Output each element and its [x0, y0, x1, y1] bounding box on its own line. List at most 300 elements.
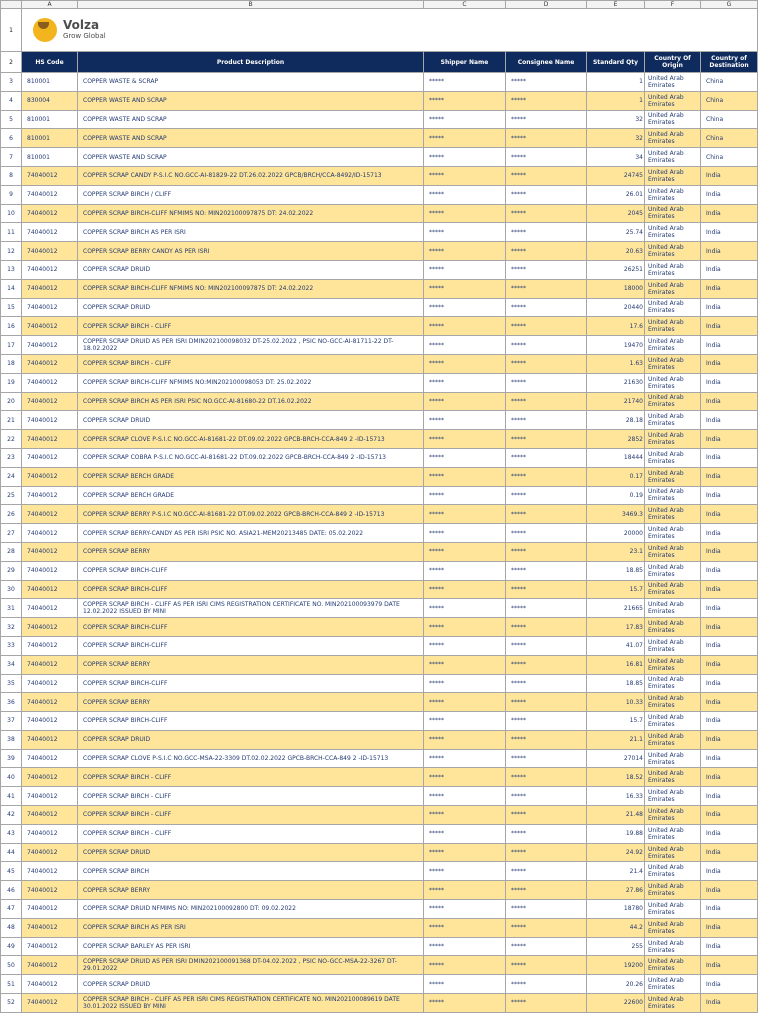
shipper-name-cell[interactable]: *****	[424, 129, 506, 148]
hs-code-cell[interactable]: 74040012	[22, 336, 78, 355]
country-of-destination-cell[interactable]: India	[701, 806, 758, 825]
hs-code-cell[interactable]: 74040012	[22, 900, 78, 919]
consignee-name-cell[interactable]: *****	[506, 824, 587, 843]
shipper-name-cell[interactable]: *****	[424, 185, 506, 204]
country-of-destination-cell[interactable]: India	[701, 411, 758, 430]
row-number[interactable]: 11	[1, 223, 22, 242]
description-cell[interactable]: COPPER SCRAP BERRY-CANDY AS PER ISRI PSIC NO. ASIA21-MEM20213485 DATE: 05.02.2022	[78, 524, 424, 543]
row-number[interactable]: 37	[1, 712, 22, 731]
consignee-name-cell[interactable]: *****	[506, 542, 587, 561]
header-country-of-destination[interactable]: Country of Destination	[701, 52, 758, 73]
standard-qty-cell[interactable]: 18.85	[587, 674, 645, 693]
shipper-name-cell[interactable]: *****	[424, 298, 506, 317]
country-of-destination-cell[interactable]: India	[701, 636, 758, 655]
consignee-name-cell[interactable]: *****	[506, 599, 587, 618]
standard-qty-cell[interactable]: 18.85	[587, 561, 645, 580]
consignee-name-cell[interactable]: *****	[506, 467, 587, 486]
hs-code-cell[interactable]: 74040012	[22, 994, 78, 1013]
standard-qty-cell[interactable]: 24.92	[587, 843, 645, 862]
header-consignee-name[interactable]: Consignee Name	[506, 52, 587, 73]
description-cell[interactable]: COPPER SCRAP BERRY	[78, 542, 424, 561]
consignee-name-cell[interactable]: *****	[506, 148, 587, 167]
description-cell[interactable]: COPPER SCRAP BERRY CANDY AS PER ISRI	[78, 242, 424, 261]
country-of-destination-cell[interactable]: India	[701, 505, 758, 524]
column-letter-d[interactable]: D	[506, 1, 587, 9]
consignee-name-cell[interactable]: *****	[506, 411, 587, 430]
country-of-destination-cell[interactable]: India	[701, 279, 758, 298]
shipper-name-cell[interactable]: *****	[424, 900, 506, 919]
shipper-name-cell[interactable]: *****	[424, 580, 506, 599]
country-of-destination-cell[interactable]: India	[701, 881, 758, 900]
consignee-name-cell[interactable]: *****	[506, 881, 587, 900]
country-of-origin-cell[interactable]: United Arab Emirates	[645, 185, 701, 204]
consignee-name-cell[interactable]: *****	[506, 354, 587, 373]
row-number[interactable]: 12	[1, 242, 22, 261]
country-of-destination-cell[interactable]: India	[701, 712, 758, 731]
country-of-destination-cell[interactable]: India	[701, 448, 758, 467]
consignee-name-cell[interactable]: *****	[506, 430, 587, 449]
country-of-origin-cell[interactable]: United Arab Emirates	[645, 373, 701, 392]
consignee-name-cell[interactable]: *****	[506, 937, 587, 956]
description-cell[interactable]: COPPER WASTE AND SCRAP	[78, 91, 424, 110]
consignee-name-cell[interactable]: *****	[506, 712, 587, 731]
standard-qty-cell[interactable]: 0.17	[587, 467, 645, 486]
country-of-destination-cell[interactable]: India	[701, 392, 758, 411]
hs-code-cell[interactable]: 74040012	[22, 918, 78, 937]
description-cell[interactable]: COPPER SCRAP BIRCH-CLIFF NFMIMS NO: MIN202100097875 DT: 24.02.2022	[78, 204, 424, 223]
country-of-destination-cell[interactable]: India	[701, 618, 758, 637]
standard-qty-cell[interactable]: 18444	[587, 448, 645, 467]
description-cell[interactable]: COPPER SCRAP BIRCH AS PER ISRI	[78, 223, 424, 242]
hs-code-cell[interactable]: 74040012	[22, 185, 78, 204]
country-of-destination-cell[interactable]: India	[701, 298, 758, 317]
standard-qty-cell[interactable]: 0.19	[587, 486, 645, 505]
country-of-origin-cell[interactable]: United Arab Emirates	[645, 693, 701, 712]
shipper-name-cell[interactable]: *****	[424, 279, 506, 298]
consignee-name-cell[interactable]: *****	[506, 975, 587, 994]
row-number[interactable]: 30	[1, 580, 22, 599]
column-letter-a[interactable]: A	[22, 1, 78, 9]
standard-qty-cell[interactable]: 20440	[587, 298, 645, 317]
country-of-destination-cell[interactable]: India	[701, 336, 758, 355]
description-cell[interactable]: COPPER SCRAP BIRCH-CLIFF	[78, 561, 424, 580]
row-number[interactable]: 36	[1, 693, 22, 712]
shipper-name-cell[interactable]: *****	[424, 994, 506, 1013]
description-cell[interactable]: COPPER SCRAP BIRCH-CLIFF	[78, 712, 424, 731]
hs-code-cell[interactable]: 74040012	[22, 580, 78, 599]
row-number[interactable]: 44	[1, 843, 22, 862]
row-number[interactable]: 21	[1, 411, 22, 430]
description-cell[interactable]: COPPER SCRAP BIRCH AS PER ISRI	[78, 918, 424, 937]
standard-qty-cell[interactable]: 18.52	[587, 768, 645, 787]
shipper-name-cell[interactable]: *****	[424, 354, 506, 373]
country-of-destination-cell[interactable]: India	[701, 749, 758, 768]
country-of-destination-cell[interactable]: India	[701, 787, 758, 806]
country-of-destination-cell[interactable]: India	[701, 561, 758, 580]
description-cell[interactable]: COPPER SCRAP DRUID	[78, 730, 424, 749]
description-cell[interactable]: COPPER SCRAP BIRCH - CLIFF	[78, 787, 424, 806]
row-number[interactable]: 31	[1, 599, 22, 618]
consignee-name-cell[interactable]: *****	[506, 91, 587, 110]
description-cell[interactable]: COPPER SCRAP BERRY	[78, 655, 424, 674]
row-number[interactable]: 49	[1, 937, 22, 956]
country-of-origin-cell[interactable]: United Arab Emirates	[645, 712, 701, 731]
description-cell[interactable]: COPPER SCRAP BIRCH-CLIFF	[78, 580, 424, 599]
hs-code-cell[interactable]: 74040012	[22, 354, 78, 373]
consignee-name-cell[interactable]: *****	[506, 561, 587, 580]
country-of-origin-cell[interactable]: United Arab Emirates	[645, 862, 701, 881]
consignee-name-cell[interactable]: *****	[506, 486, 587, 505]
description-cell[interactable]: COPPER SCRAP COBRA P-S.I.C NO.GCC-AI-81681-22 DT.09.02.2022 GPCB-BRCH-CCA-849 2 -ID-15713	[78, 448, 424, 467]
header-hs-code[interactable]: HS Code	[22, 52, 78, 73]
row-number[interactable]: 23	[1, 448, 22, 467]
standard-qty-cell[interactable]: 21.48	[587, 806, 645, 825]
description-cell[interactable]: COPPER SCRAP DRUID	[78, 260, 424, 279]
country-of-origin-cell[interactable]: United Arab Emirates	[645, 843, 701, 862]
row-number[interactable]: 16	[1, 317, 22, 336]
country-of-destination-cell[interactable]: India	[701, 430, 758, 449]
standard-qty-cell[interactable]: 32	[587, 129, 645, 148]
hs-code-cell[interactable]: 74040012	[22, 561, 78, 580]
standard-qty-cell[interactable]: 27014	[587, 749, 645, 768]
hs-code-cell[interactable]: 74040012	[22, 242, 78, 261]
hs-code-cell[interactable]: 74040012	[22, 787, 78, 806]
description-cell[interactable]: COPPER SCRAP BARLEY AS PER ISRI	[78, 937, 424, 956]
country-of-destination-cell[interactable]: India	[701, 354, 758, 373]
consignee-name-cell[interactable]: *****	[506, 524, 587, 543]
country-of-origin-cell[interactable]: United Arab Emirates	[645, 542, 701, 561]
hs-code-cell[interactable]: 810001	[22, 73, 78, 92]
country-of-origin-cell[interactable]: United Arab Emirates	[645, 881, 701, 900]
shipper-name-cell[interactable]: *****	[424, 448, 506, 467]
row-number[interactable]: 25	[1, 486, 22, 505]
row-number[interactable]: 48	[1, 918, 22, 937]
row-number[interactable]: 38	[1, 730, 22, 749]
consignee-name-cell[interactable]: *****	[506, 185, 587, 204]
country-of-destination-cell[interactable]: India	[701, 373, 758, 392]
consignee-name-cell[interactable]: *****	[506, 956, 587, 975]
shipper-name-cell[interactable]: *****	[424, 787, 506, 806]
header-product-description[interactable]: Product Description	[78, 52, 424, 73]
row-number[interactable]: 45	[1, 862, 22, 881]
shipper-name-cell[interactable]: *****	[424, 768, 506, 787]
description-cell[interactable]: COPPER SCRAP BIRCH-CLIFF	[78, 674, 424, 693]
shipper-name-cell[interactable]: *****	[424, 486, 506, 505]
shipper-name-cell[interactable]: *****	[424, 824, 506, 843]
shipper-name-cell[interactable]: *****	[424, 561, 506, 580]
country-of-destination-cell[interactable]: India	[701, 730, 758, 749]
hs-code-cell[interactable]: 74040012	[22, 298, 78, 317]
consignee-name-cell[interactable]: *****	[506, 298, 587, 317]
row-number[interactable]: 26	[1, 505, 22, 524]
row-number[interactable]: 41	[1, 787, 22, 806]
description-cell[interactable]: COPPER SCRAP DRUID	[78, 298, 424, 317]
country-of-destination-cell[interactable]: India	[701, 900, 758, 919]
shipper-name-cell[interactable]: *****	[424, 73, 506, 92]
description-cell[interactable]: COPPER SCRAP BIRCH - CLIFF	[78, 354, 424, 373]
shipper-name-cell[interactable]: *****	[424, 937, 506, 956]
standard-qty-cell[interactable]: 21740	[587, 392, 645, 411]
row-number[interactable]: 42	[1, 806, 22, 825]
description-cell[interactable]: COPPER SCRAP BIRCH - CLIFF	[78, 806, 424, 825]
consignee-name-cell[interactable]: *****	[506, 580, 587, 599]
consignee-name-cell[interactable]: *****	[506, 448, 587, 467]
consignee-name-cell[interactable]: *****	[506, 655, 587, 674]
country-of-destination-cell[interactable]: India	[701, 862, 758, 881]
description-cell[interactable]: COPPER SCRAP CANDY P-S.I.C NO.GCC-AI-81829-22 DT.26.02.2022 GPCB/BRCH/CCA-8492/ID-15713	[78, 166, 424, 185]
shipper-name-cell[interactable]: *****	[424, 317, 506, 336]
header-standard-qty[interactable]: Standard Qty	[587, 52, 645, 73]
country-of-destination-cell[interactable]: India	[701, 975, 758, 994]
country-of-origin-cell[interactable]: United Arab Emirates	[645, 937, 701, 956]
country-of-origin-cell[interactable]: United Arab Emirates	[645, 994, 701, 1013]
standard-qty-cell[interactable]: 10.33	[587, 693, 645, 712]
consignee-name-cell[interactable]: *****	[506, 129, 587, 148]
standard-qty-cell[interactable]: 21.1	[587, 730, 645, 749]
row-number[interactable]: 29	[1, 561, 22, 580]
hs-code-cell[interactable]: 74040012	[22, 166, 78, 185]
hs-code-cell[interactable]: 74040012	[22, 806, 78, 825]
hs-code-cell[interactable]: 830004	[22, 91, 78, 110]
description-cell[interactable]: COPPER SCRAP BERCH GRADE	[78, 486, 424, 505]
row-number[interactable]: 27	[1, 524, 22, 543]
country-of-origin-cell[interactable]: United Arab Emirates	[645, 524, 701, 543]
country-of-destination-cell[interactable]: India	[701, 580, 758, 599]
country-of-destination-cell[interactable]: India	[701, 467, 758, 486]
standard-qty-cell[interactable]: 34	[587, 148, 645, 167]
description-cell[interactable]: COPPER WASTE & SCRAP	[78, 73, 424, 92]
consignee-name-cell[interactable]: *****	[506, 618, 587, 637]
description-cell[interactable]: COPPER SCRAP BIRCH - CLIFF AS PER ISRI CIMS REGISTRATION CERTIFICATE NO. MIN202100089619 DATE 30.01.2022 ISSUED BY MINI	[78, 994, 424, 1013]
country-of-destination-cell[interactable]: China	[701, 91, 758, 110]
country-of-origin-cell[interactable]: United Arab Emirates	[645, 148, 701, 167]
country-of-destination-cell[interactable]: China	[701, 110, 758, 129]
country-of-origin-cell[interactable]: United Arab Emirates	[645, 824, 701, 843]
shipper-name-cell[interactable]: *****	[424, 806, 506, 825]
country-of-origin-cell[interactable]: United Arab Emirates	[645, 336, 701, 355]
description-cell[interactable]: COPPER SCRAP BIRCH-CLIFF	[78, 618, 424, 637]
shipper-name-cell[interactable]: *****	[424, 148, 506, 167]
consignee-name-cell[interactable]: *****	[506, 279, 587, 298]
hs-code-cell[interactable]: 74040012	[22, 693, 78, 712]
country-of-destination-cell[interactable]: India	[701, 166, 758, 185]
hs-code-cell[interactable]: 74040012	[22, 486, 78, 505]
standard-qty-cell[interactable]: 15.7	[587, 580, 645, 599]
country-of-origin-cell[interactable]: United Arab Emirates	[645, 674, 701, 693]
standard-qty-cell[interactable]: 20.26	[587, 975, 645, 994]
description-cell[interactable]: COPPER SCRAP BIRCH - CLIFF	[78, 317, 424, 336]
standard-qty-cell[interactable]: 25.74	[587, 223, 645, 242]
hs-code-cell[interactable]: 810001	[22, 148, 78, 167]
country-of-destination-cell[interactable]: India	[701, 223, 758, 242]
description-cell[interactable]: COPPER SCRAP DRUID	[78, 411, 424, 430]
country-of-origin-cell[interactable]: United Arab Emirates	[645, 806, 701, 825]
shipper-name-cell[interactable]: *****	[424, 166, 506, 185]
hs-code-cell[interactable]: 74040012	[22, 824, 78, 843]
country-of-destination-cell[interactable]: India	[701, 486, 758, 505]
country-of-origin-cell[interactable]: United Arab Emirates	[645, 505, 701, 524]
consignee-name-cell[interactable]: *****	[506, 806, 587, 825]
header-country-of-origin[interactable]: Country Of Origin	[645, 52, 701, 73]
shipper-name-cell[interactable]: *****	[424, 260, 506, 279]
hs-code-cell[interactable]: 74040012	[22, 542, 78, 561]
country-of-destination-cell[interactable]: China	[701, 148, 758, 167]
standard-qty-cell[interactable]: 1	[587, 73, 645, 92]
standard-qty-cell[interactable]: 18000	[587, 279, 645, 298]
row-number[interactable]: 35	[1, 674, 22, 693]
country-of-destination-cell[interactable]: India	[701, 542, 758, 561]
shipper-name-cell[interactable]: *****	[424, 223, 506, 242]
country-of-origin-cell[interactable]: United Arab Emirates	[645, 354, 701, 373]
consignee-name-cell[interactable]: *****	[506, 392, 587, 411]
standard-qty-cell[interactable]: 20.63	[587, 242, 645, 261]
row-number[interactable]: 52	[1, 994, 22, 1013]
shipper-name-cell[interactable]: *****	[424, 524, 506, 543]
row-number[interactable]: 5	[1, 110, 22, 129]
column-letter-b[interactable]: B	[78, 1, 424, 9]
shipper-name-cell[interactable]: *****	[424, 693, 506, 712]
row-number[interactable]: 2	[1, 52, 22, 73]
standard-qty-cell[interactable]: 1	[587, 91, 645, 110]
row-number[interactable]: 9	[1, 185, 22, 204]
standard-qty-cell[interactable]: 26251	[587, 260, 645, 279]
description-cell[interactable]: COPPER SCRAP BIRCH - CLIFF	[78, 824, 424, 843]
country-of-destination-cell[interactable]: China	[701, 73, 758, 92]
column-letter-e[interactable]: E	[587, 1, 645, 9]
country-of-origin-cell[interactable]: United Arab Emirates	[645, 204, 701, 223]
country-of-origin-cell[interactable]: United Arab Emirates	[645, 73, 701, 92]
hs-code-cell[interactable]: 74040012	[22, 223, 78, 242]
country-of-origin-cell[interactable]: United Arab Emirates	[645, 129, 701, 148]
row-number[interactable]: 10	[1, 204, 22, 223]
row-number[interactable]: 40	[1, 768, 22, 787]
row-number[interactable]: 13	[1, 260, 22, 279]
description-cell[interactable]: COPPER SCRAP DRUID	[78, 843, 424, 862]
standard-qty-cell[interactable]: 27.86	[587, 881, 645, 900]
description-cell[interactable]: COPPER WASTE AND SCRAP	[78, 129, 424, 148]
country-of-origin-cell[interactable]: United Arab Emirates	[645, 486, 701, 505]
country-of-origin-cell[interactable]: United Arab Emirates	[645, 561, 701, 580]
hs-code-cell[interactable]: 74040012	[22, 881, 78, 900]
row-number[interactable]: 6	[1, 129, 22, 148]
description-cell[interactable]: COPPER SCRAP DRUID AS PER ISRI DMIN202100098032 DT-25.02.2022 , PSIC NO-GCC-AI-81711-22 DT-18.02.2022	[78, 336, 424, 355]
consignee-name-cell[interactable]: *****	[506, 749, 587, 768]
standard-qty-cell[interactable]: 18780	[587, 900, 645, 919]
description-cell[interactable]: COPPER SCRAP BIRCH-CLIFF NFMIMS NO:MIN202100098053 DT: 25.02.2022	[78, 373, 424, 392]
standard-qty-cell[interactable]: 24745	[587, 166, 645, 185]
country-of-origin-cell[interactable]: United Arab Emirates	[645, 279, 701, 298]
column-letter-f[interactable]: F	[645, 1, 701, 9]
standard-qty-cell[interactable]: 21630	[587, 373, 645, 392]
standard-qty-cell[interactable]: 19.88	[587, 824, 645, 843]
shipper-name-cell[interactable]: *****	[424, 918, 506, 937]
hs-code-cell[interactable]: 74040012	[22, 411, 78, 430]
consignee-name-cell[interactable]: *****	[506, 862, 587, 881]
row-number[interactable]: 8	[1, 166, 22, 185]
standard-qty-cell[interactable]: 255	[587, 937, 645, 956]
row-number[interactable]: 47	[1, 900, 22, 919]
country-of-origin-cell[interactable]: United Arab Emirates	[645, 91, 701, 110]
country-of-destination-cell[interactable]: India	[701, 843, 758, 862]
country-of-origin-cell[interactable]: United Arab Emirates	[645, 392, 701, 411]
column-letter-g[interactable]: G	[701, 1, 758, 9]
hs-code-cell[interactable]: 74040012	[22, 260, 78, 279]
standard-qty-cell[interactable]: 3469.3	[587, 505, 645, 524]
country-of-destination-cell[interactable]: India	[701, 994, 758, 1013]
consignee-name-cell[interactable]: *****	[506, 674, 587, 693]
country-of-origin-cell[interactable]: United Arab Emirates	[645, 110, 701, 129]
country-of-origin-cell[interactable]: United Arab Emirates	[645, 317, 701, 336]
shipper-name-cell[interactable]: *****	[424, 430, 506, 449]
hs-code-cell[interactable]: 74040012	[22, 618, 78, 637]
shipper-name-cell[interactable]: *****	[424, 599, 506, 618]
consignee-name-cell[interactable]: *****	[506, 900, 587, 919]
row-number[interactable]: 33	[1, 636, 22, 655]
consignee-name-cell[interactable]: *****	[506, 204, 587, 223]
hs-code-cell[interactable]: 74040012	[22, 655, 78, 674]
row-number[interactable]: 15	[1, 298, 22, 317]
shipper-name-cell[interactable]: *****	[424, 655, 506, 674]
shipper-name-cell[interactable]: *****	[424, 542, 506, 561]
row-number[interactable]: 50	[1, 956, 22, 975]
row-number[interactable]: 7	[1, 148, 22, 167]
country-of-origin-cell[interactable]: United Arab Emirates	[645, 618, 701, 637]
row-number[interactable]: 18	[1, 354, 22, 373]
country-of-origin-cell[interactable]: United Arab Emirates	[645, 467, 701, 486]
country-of-destination-cell[interactable]: India	[701, 524, 758, 543]
shipper-name-cell[interactable]: *****	[424, 862, 506, 881]
hs-code-cell[interactable]: 74040012	[22, 204, 78, 223]
consignee-name-cell[interactable]: *****	[506, 768, 587, 787]
country-of-destination-cell[interactable]: India	[701, 599, 758, 618]
country-of-destination-cell[interactable]: India	[701, 824, 758, 843]
hs-code-cell[interactable]: 74040012	[22, 843, 78, 862]
standard-qty-cell[interactable]: 21.4	[587, 862, 645, 881]
standard-qty-cell[interactable]: 26.01	[587, 185, 645, 204]
consignee-name-cell[interactable]: *****	[506, 787, 587, 806]
consignee-name-cell[interactable]: *****	[506, 110, 587, 129]
hs-code-cell[interactable]: 74040012	[22, 599, 78, 618]
hs-code-cell[interactable]: 74040012	[22, 279, 78, 298]
shipper-name-cell[interactable]: *****	[424, 91, 506, 110]
standard-qty-cell[interactable]: 16.33	[587, 787, 645, 806]
country-of-origin-cell[interactable]: United Arab Emirates	[645, 655, 701, 674]
row-number[interactable]: 34	[1, 655, 22, 674]
row-number[interactable]: 46	[1, 881, 22, 900]
description-cell[interactable]: COPPER SCRAP BIRCH - CLIFF	[78, 768, 424, 787]
shipper-name-cell[interactable]: *****	[424, 843, 506, 862]
hs-code-cell[interactable]: 74040012	[22, 524, 78, 543]
corner-cell[interactable]	[1, 1, 22, 9]
country-of-destination-cell[interactable]: India	[701, 185, 758, 204]
country-of-origin-cell[interactable]: United Arab Emirates	[645, 787, 701, 806]
country-of-origin-cell[interactable]: United Arab Emirates	[645, 730, 701, 749]
country-of-origin-cell[interactable]: United Arab Emirates	[645, 768, 701, 787]
standard-qty-cell[interactable]: 19200	[587, 956, 645, 975]
row-number[interactable]: 20	[1, 392, 22, 411]
country-of-destination-cell[interactable]: India	[701, 242, 758, 261]
standard-qty-cell[interactable]: 1.63	[587, 354, 645, 373]
standard-qty-cell[interactable]: 2852	[587, 430, 645, 449]
shipper-name-cell[interactable]: *****	[424, 336, 506, 355]
standard-qty-cell[interactable]: 21665	[587, 599, 645, 618]
row-number[interactable]: 51	[1, 975, 22, 994]
row-number[interactable]: 1	[1, 9, 22, 52]
consignee-name-cell[interactable]: *****	[506, 505, 587, 524]
hs-code-cell[interactable]: 74040012	[22, 749, 78, 768]
row-number[interactable]: 39	[1, 749, 22, 768]
country-of-destination-cell[interactable]: India	[701, 693, 758, 712]
